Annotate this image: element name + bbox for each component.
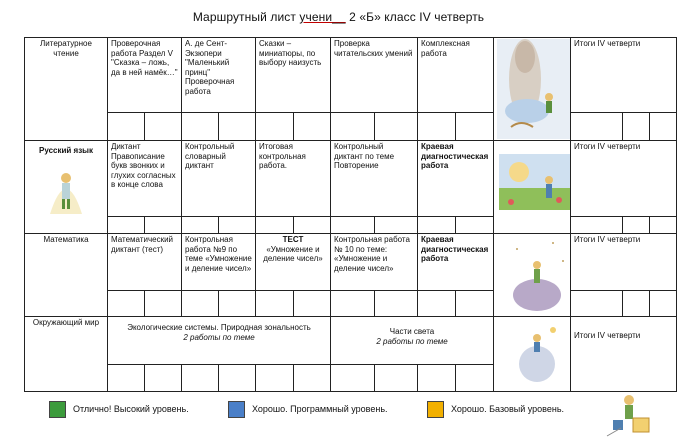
mark-cell[interactable] bbox=[145, 112, 182, 140]
mark-cell[interactable] bbox=[145, 291, 182, 317]
task-rus-4: Контрольный диктант по теме Повторение bbox=[331, 141, 418, 217]
task-rus-1: Диктант Правописание букв звонких и глухих согласных в конце слова bbox=[108, 141, 182, 217]
route-sheet-table bbox=[24, 37, 677, 392]
task-math-2: Контрольная работа №9 по теме «Умножение и деление чисел» bbox=[182, 234, 256, 291]
mark-cell[interactable] bbox=[418, 112, 456, 140]
mark-cell[interactable] bbox=[623, 112, 650, 140]
task-math-5: Краевая диагностическая работа bbox=[418, 234, 494, 291]
mark-cell[interactable] bbox=[650, 291, 677, 317]
mark-cell[interactable] bbox=[108, 291, 145, 317]
mark-cell[interactable] bbox=[108, 217, 145, 234]
task-world-2: Части света 2 работы по теме bbox=[331, 317, 494, 365]
task-math-1: Математический диктант (тест) bbox=[108, 234, 182, 291]
task-lit-4: Проверка читательских умений bbox=[331, 38, 418, 113]
mark-cell[interactable] bbox=[182, 112, 219, 140]
mark-cell[interactable] bbox=[623, 217, 650, 234]
little-prince-with-box-picture bbox=[599, 390, 659, 442]
little-prince-meadow-picture bbox=[494, 141, 571, 234]
task-math-3: ТЕСТ «Умножение и деление чисел» bbox=[256, 234, 331, 291]
mark-cell[interactable] bbox=[256, 112, 294, 140]
legend-swatch-orange bbox=[427, 401, 444, 418]
mark-cell[interactable] bbox=[331, 365, 375, 392]
mark-cell[interactable] bbox=[294, 291, 331, 317]
mark-cell[interactable] bbox=[331, 291, 375, 317]
mark-cell[interactable] bbox=[256, 217, 294, 234]
mark-cell[interactable] bbox=[145, 217, 182, 234]
mark-cell[interactable] bbox=[294, 217, 331, 234]
mark-cell[interactable] bbox=[571, 217, 623, 234]
mark-cell[interactable] bbox=[219, 365, 256, 392]
task-rus-5: Краевая диагностическая работа bbox=[418, 141, 494, 217]
mark-cell[interactable] bbox=[456, 291, 494, 317]
quarter-total-lit: Итоги IV четверти bbox=[571, 38, 677, 113]
mark-cell[interactable] bbox=[108, 365, 145, 392]
legend-swatch-blue bbox=[228, 401, 245, 418]
page-title: Маршрутный лист учени__ 2 «Б» класс IV четверть bbox=[192, 10, 485, 24]
mark-cell[interactable] bbox=[145, 365, 182, 392]
mark-cell[interactable] bbox=[219, 291, 256, 317]
task-lit-5: Комплексная работа bbox=[418, 38, 494, 113]
mark-cell[interactable] bbox=[219, 112, 256, 140]
mark-cell[interactable] bbox=[418, 217, 456, 234]
mark-cell[interactable] bbox=[108, 112, 145, 140]
subject-world: Окружающий мир bbox=[25, 317, 108, 392]
little-prince-planet-picture bbox=[494, 38, 571, 141]
task-world-1: Экологические системы. Природная зональность 2 работы по теме bbox=[108, 317, 331, 365]
mark-cell[interactable] bbox=[456, 365, 494, 392]
legend-swatch-green bbox=[49, 401, 66, 418]
mark-cell[interactable] bbox=[294, 112, 331, 140]
mark-cell[interactable] bbox=[456, 112, 494, 140]
mark-cell[interactable] bbox=[418, 291, 456, 317]
mark-cell[interactable] bbox=[456, 217, 494, 234]
subject-literary-reading: Литературное чтение bbox=[25, 38, 108, 141]
mark-cell[interactable] bbox=[650, 112, 677, 140]
mark-cell[interactable] bbox=[331, 217, 375, 234]
mark-cell[interactable] bbox=[375, 291, 418, 317]
task-rus-3: Итоговая контрольная работа. bbox=[256, 141, 331, 217]
task-rus-2: Контрольный словарный диктант bbox=[182, 141, 256, 217]
little-prince-globe-picture bbox=[494, 317, 571, 392]
task-lit-3: Сказки – миниатюры, по выбору наизусть bbox=[256, 38, 331, 113]
mark-cell[interactable] bbox=[256, 365, 294, 392]
legend-good-basic: Хорошо. Базовый уровень. bbox=[427, 399, 564, 419]
mark-cell[interactable] bbox=[571, 112, 623, 140]
mark-cell[interactable] bbox=[331, 112, 375, 140]
pupil-name-blank: учени__ bbox=[299, 10, 346, 24]
task-lit-2: А. де Сент-Экзюпери "Маленький принц" Проверочная работа bbox=[182, 38, 256, 113]
subject-math: Математика bbox=[25, 234, 108, 317]
mark-cell[interactable] bbox=[623, 291, 650, 317]
task-lit-1: Проверочная работа Раздел V "Сказка – ложь, да в ней намёк…" bbox=[108, 38, 182, 113]
little-prince-figure-picture bbox=[46, 162, 86, 218]
task-math-4: Контрольная работа № 10 по теме: «Умножение и деление чисел» bbox=[331, 234, 418, 291]
mark-cell[interactable] bbox=[182, 365, 219, 392]
quarter-total-math: Итоги IV четверти bbox=[571, 234, 677, 291]
mark-cell[interactable] bbox=[375, 112, 418, 140]
subject-russian: Русский язык bbox=[25, 141, 108, 234]
legend-excellent: Отлично! Высокий уровень. bbox=[49, 399, 189, 419]
mark-cell[interactable] bbox=[256, 291, 294, 317]
quarter-total-rus: Итоги IV четверти bbox=[571, 141, 677, 217]
little-prince-asteroid-picture bbox=[494, 234, 571, 317]
legend-good-program: Хорошо. Программный уровень. bbox=[228, 399, 388, 419]
mark-cell[interactable] bbox=[650, 217, 677, 234]
mark-cell[interactable] bbox=[182, 217, 219, 234]
mark-cell[interactable] bbox=[294, 365, 331, 392]
mark-cell[interactable] bbox=[418, 365, 456, 392]
mark-cell[interactable] bbox=[219, 217, 256, 234]
mark-cell[interactable] bbox=[375, 217, 418, 234]
mark-cell[interactable] bbox=[375, 365, 418, 392]
mark-cell[interactable] bbox=[571, 291, 623, 317]
quarter-total-world: Итоги IV четверти bbox=[571, 317, 677, 392]
mark-cell[interactable] bbox=[182, 291, 219, 317]
